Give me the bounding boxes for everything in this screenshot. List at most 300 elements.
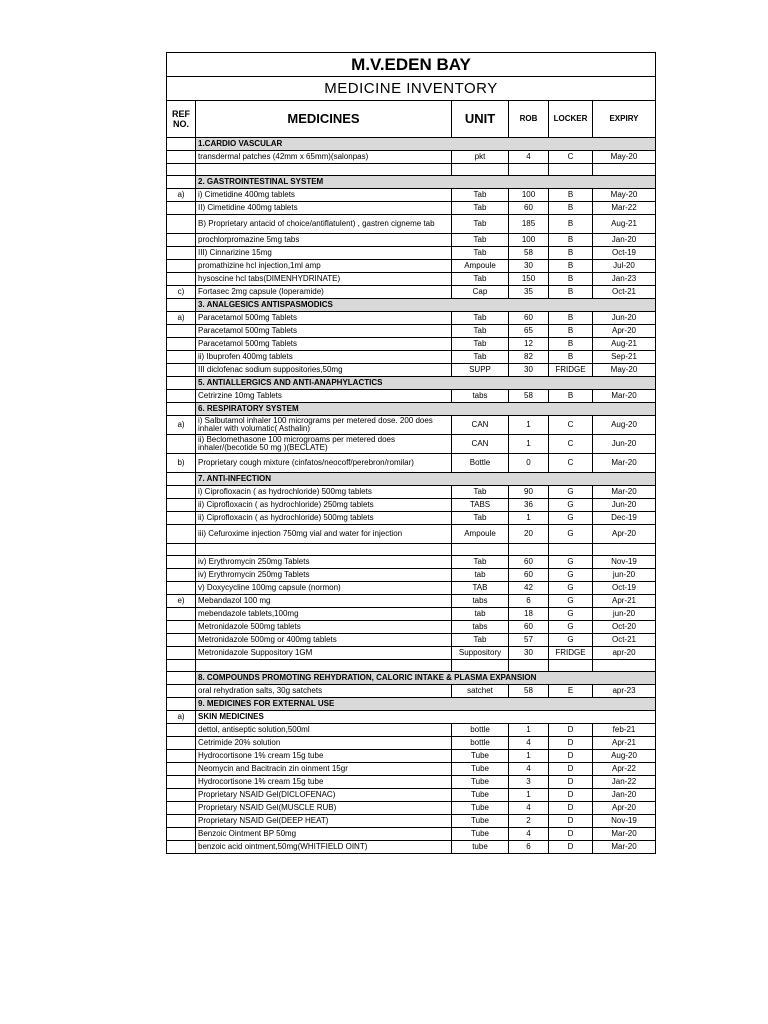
expiry-cell: jun-20 <box>593 569 656 582</box>
expiry-cell: Apr-20 <box>593 325 656 338</box>
expiry-cell: Sep-21 <box>593 351 656 364</box>
locker-cell: D <box>549 815 593 828</box>
header-locker: LOCKER <box>549 101 593 138</box>
medicine-name: Paracetamol 500mg Tablets <box>196 325 452 338</box>
unit-cell: Tab <box>452 234 509 247</box>
spacer-cell <box>656 234 768 247</box>
section-row <box>167 403 768 416</box>
locker-cell: D <box>549 776 593 789</box>
medicine-name: Metronidazole 500mg or 400mg tablets <box>196 634 452 647</box>
spacer-cell <box>656 698 768 711</box>
expiry-cell: Oct-20 <box>593 621 656 634</box>
locker-cell: D <box>549 750 593 763</box>
locker-cell: G <box>549 512 593 525</box>
unit-cell: tab <box>452 608 509 621</box>
blank-row <box>167 660 768 672</box>
medicine-name: Proprietary NSAID Gel(MUSCLE RUB) <box>196 802 452 815</box>
expiry-cell: jun-20 <box>593 608 656 621</box>
unit-cell: tube <box>452 841 509 854</box>
unit-cell: Tab <box>452 189 509 202</box>
table-row <box>167 351 768 364</box>
rob-cell: 30 <box>509 364 549 377</box>
table-row <box>167 595 768 608</box>
ref-cell <box>167 299 196 312</box>
unit-cell: Tab <box>452 634 509 647</box>
spacer-cell <box>656 473 768 486</box>
ref-cell <box>167 544 196 556</box>
medicine-inventory-table <box>166 52 768 854</box>
section-row <box>167 138 768 151</box>
header-rob: ROB <box>509 101 549 138</box>
unit-cell: Tab <box>452 247 509 260</box>
medicine-name: III diclofenac sodium suppositories,50mg <box>196 364 452 377</box>
section-heading: 5. ANTIALLERGICS AND ANTI-ANAPHYLACTICS <box>196 377 656 390</box>
unit-cell: bottle <box>452 724 509 737</box>
medicine-name: ii) Ciprofloxacin ( as hydrochloride) 500mg tablets <box>196 512 452 525</box>
rob-cell: 150 <box>509 273 549 286</box>
section-row <box>167 698 768 711</box>
expiry-cell: Mar-20 <box>593 454 656 473</box>
section-heading: 9. MEDICINES FOR EXTERNAL USE <box>196 698 656 711</box>
medicine-name: Metronidazole Suppository 1GM <box>196 647 452 660</box>
spacer-cell <box>656 351 768 364</box>
spacer-cell <box>656 711 768 724</box>
table-row <box>167 582 768 595</box>
spacer-cell <box>656 247 768 260</box>
medicine-name: Metronidazole 500mg tablets <box>196 621 452 634</box>
locker-cell: D <box>549 841 593 854</box>
unit-cell: Ampoule <box>452 260 509 273</box>
blank-cell <box>196 660 452 672</box>
section-row <box>167 299 768 312</box>
unit-cell: SUPP <box>452 364 509 377</box>
spacer-cell <box>656 260 768 273</box>
rob-cell: 12 <box>509 338 549 351</box>
table-row <box>167 815 768 828</box>
rob-cell: 57 <box>509 634 549 647</box>
locker-cell: G <box>549 525 593 544</box>
rob-cell: 58 <box>509 247 549 260</box>
unit-cell: CAN <box>452 416 509 435</box>
ref-cell <box>167 634 196 647</box>
spacer-cell <box>656 138 768 151</box>
ref-cell <box>167 750 196 763</box>
rob-cell: 42 <box>509 582 549 595</box>
expiry-cell: Dec-19 <box>593 512 656 525</box>
blank-cell <box>452 544 509 556</box>
ref-cell <box>167 802 196 815</box>
unit-cell: Tab <box>452 273 509 286</box>
locker-cell: B <box>549 273 593 286</box>
locker-cell: B <box>549 312 593 325</box>
table-row <box>167 569 768 582</box>
unit-cell: Tube <box>452 776 509 789</box>
medicine-name: ii) Beclomethasone 100 microgroams per metered does inhaler/(becotide 50 mg )(BECLATE) <box>196 435 452 454</box>
expiry-cell: Aug-21 <box>593 338 656 351</box>
expiry-cell: Apr-22 <box>593 763 656 776</box>
blank-row <box>167 164 768 176</box>
rob-cell: 60 <box>509 569 549 582</box>
spacer-cell <box>656 841 768 854</box>
spacer-cell <box>656 647 768 660</box>
spacer-cell <box>656 299 768 312</box>
table-row <box>167 454 768 473</box>
rob-cell: 60 <box>509 556 549 569</box>
spacer-cell <box>656 763 768 776</box>
unit-cell: Ampoule <box>452 525 509 544</box>
expiry-cell: Apr-20 <box>593 802 656 815</box>
blank-cell <box>196 544 452 556</box>
expiry-cell: Oct-19 <box>593 582 656 595</box>
ship-name-row <box>167 53 768 77</box>
header-row <box>167 101 768 138</box>
table-row <box>167 189 768 202</box>
medicine-name: III) Cinnarizine 15mg <box>196 247 452 260</box>
locker-cell: G <box>549 499 593 512</box>
rob-cell: 100 <box>509 189 549 202</box>
spacer-cell <box>656 286 768 299</box>
ref-cell <box>167 364 196 377</box>
rob-cell: 6 <box>509 595 549 608</box>
expiry-cell: Mar-20 <box>593 828 656 841</box>
medicine-name: B) Proprietary antacid of choice/antiflatulent) , gastren cigneme tab <box>196 215 452 234</box>
ref-cell <box>167 608 196 621</box>
table-row <box>167 634 768 647</box>
blank-cell <box>549 660 593 672</box>
locker-cell: G <box>549 608 593 621</box>
ref-cell <box>167 621 196 634</box>
table-row <box>167 841 768 854</box>
unit-cell: tabs <box>452 595 509 608</box>
medicine-name: iii) Cefuroxime injection 750mg vial and water for injection <box>196 525 452 544</box>
rob-cell: 18 <box>509 608 549 621</box>
ship-name: M.V.EDEN BAY <box>167 53 656 77</box>
spacer-cell <box>656 802 768 815</box>
expiry-cell: apr-20 <box>593 647 656 660</box>
ref-cell <box>167 647 196 660</box>
locker-cell: B <box>549 325 593 338</box>
rob-cell: 4 <box>509 763 549 776</box>
expiry-cell: May-20 <box>593 189 656 202</box>
locker-cell: B <box>549 189 593 202</box>
expiry-cell: May-20 <box>593 364 656 377</box>
spacer-cell <box>656 164 768 176</box>
table-row <box>167 435 768 454</box>
spacer-cell <box>656 776 768 789</box>
ref-cell <box>167 176 196 189</box>
blank-cell <box>196 164 452 176</box>
unit-cell: Tab <box>452 312 509 325</box>
medicine-name: Hydrocortisone 1% cream 15g tube <box>196 776 452 789</box>
rob-cell: 30 <box>509 647 549 660</box>
ref-cell: a) <box>167 416 196 435</box>
spacer-cell <box>656 634 768 647</box>
spacer-cell <box>656 312 768 325</box>
unit-cell: Bottle <box>452 454 509 473</box>
ref-cell: a) <box>167 312 196 325</box>
table-row <box>167 215 768 234</box>
expiry-cell: Oct-21 <box>593 634 656 647</box>
spacer-cell <box>656 53 768 77</box>
ref-cell: c) <box>167 286 196 299</box>
ref-cell <box>167 325 196 338</box>
unit-cell: Tube <box>452 789 509 802</box>
blank-cell <box>593 164 656 176</box>
table-row <box>167 202 768 215</box>
expiry-cell: Aug-20 <box>593 750 656 763</box>
ref-cell <box>167 151 196 164</box>
ref-cell <box>167 247 196 260</box>
ref-cell <box>167 556 196 569</box>
medicine-name: iv) Erythromycin 250mg Tablets <box>196 556 452 569</box>
rob-cell: 1 <box>509 724 549 737</box>
blank-cell <box>549 164 593 176</box>
medicine-name: Neomycin and Bacitracin zin oinment 15gr <box>196 763 452 776</box>
rob-cell: 90 <box>509 486 549 499</box>
section-row <box>167 672 768 685</box>
ref-cell <box>167 660 196 672</box>
spacer-cell <box>656 176 768 189</box>
rob-cell: 3 <box>509 776 549 789</box>
expiry-cell: Aug-20 <box>593 416 656 435</box>
locker-cell: C <box>549 435 593 454</box>
rob-cell: 185 <box>509 215 549 234</box>
rob-cell: 2 <box>509 815 549 828</box>
locker-cell: B <box>549 260 593 273</box>
table-row <box>167 486 768 499</box>
header-ref: REF NO. <box>167 101 196 138</box>
rob-cell: 4 <box>509 151 549 164</box>
table-row <box>167 273 768 286</box>
medicine-name: Paracetamol 500mg Tablets <box>196 312 452 325</box>
locker-cell: G <box>549 569 593 582</box>
expiry-cell: Jan-22 <box>593 776 656 789</box>
medicine-name: ii) Ibuprofen 400mg tablets <box>196 351 452 364</box>
medicine-name: hysoscine hcl tabs(DIMENHYDRINATE) <box>196 273 452 286</box>
table-row <box>167 247 768 260</box>
ref-cell <box>167 338 196 351</box>
medicine-name: dettol, antiseptic solution,500ml <box>196 724 452 737</box>
expiry-cell: Mar-20 <box>593 841 656 854</box>
header-unit: UNIT <box>452 101 509 138</box>
medicine-name: Benzoic Ointment BP 50mg <box>196 828 452 841</box>
blank-cell <box>452 164 509 176</box>
spacer-cell <box>656 672 768 685</box>
table-row <box>167 608 768 621</box>
subtitle-row <box>167 77 768 101</box>
spacer-cell <box>656 608 768 621</box>
ref-cell <box>167 512 196 525</box>
expiry-cell: Mar-20 <box>593 486 656 499</box>
locker-cell: G <box>549 595 593 608</box>
locker-cell: G <box>549 556 593 569</box>
inventory-body <box>167 53 768 854</box>
medicine-name: mebendazole tablets,100mg <box>196 608 452 621</box>
unit-cell: Tab <box>452 486 509 499</box>
expiry-cell: Apr-21 <box>593 737 656 750</box>
unit-cell: Cap <box>452 286 509 299</box>
blank-cell <box>452 660 509 672</box>
table-row <box>167 312 768 325</box>
locker-cell: D <box>549 802 593 815</box>
table-row <box>167 724 768 737</box>
medicine-name: v) Doxycycline 100mg capsule (normon) <box>196 582 452 595</box>
spacer-cell <box>656 685 768 698</box>
unit-cell: TAB <box>452 582 509 595</box>
locker-cell: D <box>549 828 593 841</box>
locker-cell: G <box>549 582 593 595</box>
ref-cell <box>167 202 196 215</box>
spacer-cell <box>656 377 768 390</box>
unit-cell: Tube <box>452 828 509 841</box>
blank-cell <box>593 544 656 556</box>
ref-cell <box>167 685 196 698</box>
table-row <box>167 260 768 273</box>
table-row <box>167 737 768 750</box>
medicine-name: oral rehydration salts, 30g satchets <box>196 685 452 698</box>
medicine-name: Proprietary cough mixture (cinfatos/neocoff/perebron/romilar) <box>196 454 452 473</box>
unit-cell: Tube <box>452 815 509 828</box>
spacer-cell <box>656 189 768 202</box>
ref-cell <box>167 435 196 454</box>
header-medicines: MEDICINES <box>196 101 452 138</box>
locker-cell: C <box>549 454 593 473</box>
section-heading: 2. GASTROINTESTINAL SYSTEM <box>196 176 656 189</box>
table-row <box>167 338 768 351</box>
blank-cell <box>509 544 549 556</box>
ref-cell <box>167 260 196 273</box>
ref-cell <box>167 525 196 544</box>
locker-cell: B <box>549 351 593 364</box>
locker-cell: B <box>549 390 593 403</box>
spacer-cell <box>656 101 768 138</box>
spacer-cell <box>656 435 768 454</box>
rob-cell: 65 <box>509 325 549 338</box>
ref-cell <box>167 841 196 854</box>
ref-cell <box>167 776 196 789</box>
spacer-cell <box>656 582 768 595</box>
ref-cell <box>167 234 196 247</box>
unit-cell: CAN <box>452 435 509 454</box>
rob-cell: 60 <box>509 202 549 215</box>
expiry-cell: Jun-20 <box>593 312 656 325</box>
ref-cell <box>167 828 196 841</box>
medicine-name: II) Cimetidine 400mg tablets <box>196 202 452 215</box>
unit-cell: Tube <box>452 750 509 763</box>
unit-cell: tabs <box>452 621 509 634</box>
spacer-cell <box>656 338 768 351</box>
blank-row <box>167 544 768 556</box>
expiry-cell: feb-21 <box>593 724 656 737</box>
expiry-cell: Mar-22 <box>593 202 656 215</box>
locker-cell: B <box>549 215 593 234</box>
rob-cell: 4 <box>509 737 549 750</box>
ref-cell <box>167 815 196 828</box>
unit-cell: Suppository <box>452 647 509 660</box>
expiry-cell: Apr-21 <box>593 595 656 608</box>
ref-cell <box>167 569 196 582</box>
medicine-name: prochlorpromazine 5mg tabs <box>196 234 452 247</box>
unit-cell: bottle <box>452 737 509 750</box>
locker-cell: B <box>549 202 593 215</box>
spacer-cell <box>656 828 768 841</box>
table-row <box>167 364 768 377</box>
expiry-cell: Apr-20 <box>593 525 656 544</box>
ref-cell <box>167 763 196 776</box>
rob-cell: 4 <box>509 828 549 841</box>
ref-cell <box>167 377 196 390</box>
unit-cell: Tab <box>452 338 509 351</box>
ref-cell <box>167 789 196 802</box>
table-row <box>167 776 768 789</box>
ref-cell <box>167 273 196 286</box>
rob-cell: 1 <box>509 416 549 435</box>
unit-cell: tab <box>452 569 509 582</box>
table-row <box>167 525 768 544</box>
rob-cell: 60 <box>509 621 549 634</box>
page-title: MEDICINE INVENTORY <box>167 77 656 101</box>
spacer-cell <box>656 815 768 828</box>
ref-cell: a) <box>167 711 196 724</box>
medicine-name: i) Ciprofloxacin ( as hydrochloride) 500mg tablets <box>196 486 452 499</box>
ref-cell: e) <box>167 595 196 608</box>
medicine-name: ii) Ciprofloxacin ( as hydrochloride) 250mg tablets <box>196 499 452 512</box>
expiry-cell: Jan-20 <box>593 789 656 802</box>
locker-cell: B <box>549 286 593 299</box>
ref-cell <box>167 698 196 711</box>
unit-cell: Tube <box>452 763 509 776</box>
ref-cell <box>167 672 196 685</box>
spacer-cell <box>656 499 768 512</box>
section-heading: 7. ANTI-INFECTION <box>196 473 656 486</box>
medicine-name: i) Cimetidine 400mg tablets <box>196 189 452 202</box>
subsection-row <box>167 711 768 724</box>
rob-cell: 1 <box>509 512 549 525</box>
section-heading: 1.CARDIO VASCULAR <box>196 138 656 151</box>
spacer-cell <box>656 556 768 569</box>
unit-cell: Tab <box>452 325 509 338</box>
table-row <box>167 499 768 512</box>
locker-cell: D <box>549 763 593 776</box>
section-heading: 6. RESPIRATORY SYSTEM <box>196 403 656 416</box>
locker-cell: FRIDGE <box>549 647 593 660</box>
unit-cell: Tab <box>452 215 509 234</box>
spacer-cell <box>656 621 768 634</box>
spacer-cell <box>656 454 768 473</box>
table-row <box>167 325 768 338</box>
table-row <box>167 151 768 164</box>
ref-cell <box>167 390 196 403</box>
blank-cell <box>509 660 549 672</box>
subsection-heading: SKIN MEDICINES <box>196 711 656 724</box>
table-row <box>167 621 768 634</box>
expiry-cell: apr-23 <box>593 685 656 698</box>
locker-cell: G <box>549 634 593 647</box>
spacer-cell <box>656 789 768 802</box>
ref-cell <box>167 499 196 512</box>
rob-cell: 35 <box>509 286 549 299</box>
ref-cell: b) <box>167 454 196 473</box>
locker-cell: E <box>549 685 593 698</box>
medicine-name: transdermal patches (42mm x 65mm)(salonpas) <box>196 151 452 164</box>
medicine-name: Mebandazol 100 mg <box>196 595 452 608</box>
rob-cell: 30 <box>509 260 549 273</box>
locker-cell: D <box>549 789 593 802</box>
spacer-cell <box>656 544 768 556</box>
spacer-cell <box>656 512 768 525</box>
rob-cell: 58 <box>509 685 549 698</box>
table-row <box>167 556 768 569</box>
